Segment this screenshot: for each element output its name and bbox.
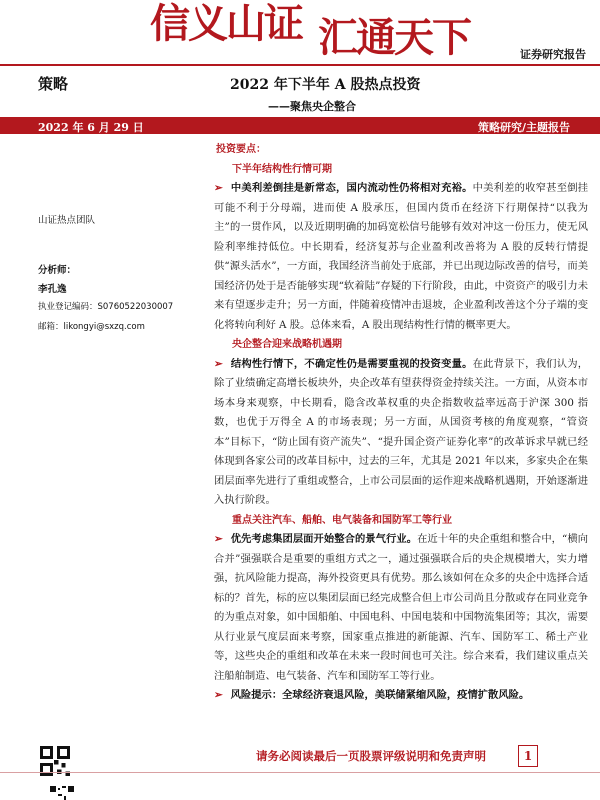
analyst-name: 李孔逸 xyxy=(38,284,67,295)
arrow-right-icon: ➢ xyxy=(214,357,223,370)
qr-code-icon xyxy=(50,786,74,800)
report-type: 证券研究报告 xyxy=(520,48,586,61)
paragraph-body: 中美利差的收窄甚至倒挂可能不利于分母端，进而使 A 股承压，但国内货币在经济下行期保持“以我为主”的一贯作风，以及近期明确的加码宽松信号能够有效对冲这一份压力，使无风险利率维持低位。中长期看，经济复苏与企业盈利改善将为 A 股的反转行情提供“源头活水”，一方面，我国经济当前处于底部，并已出现边际改善的信号，而美国经济仍处于是否能够实现“软着陆”存疑的下行阶段，由此，中资资产的吸引力未来有望逐步走升；另一方面，伴随着疫情冲击退坡，企业盈利改善这个分子端的变化将转向利好 A 股。总体来看，A 股出现结构性行情的概率更大。 xyxy=(214,182,589,331)
risk-warning xyxy=(214,686,588,706)
disclaimer-notice: 请务必阅读最后一页股票评级说明和免责声明 xyxy=(256,749,486,763)
risk-text: 风险提示：全球经济衰退风险，美联储紧缩风险，疫情扩散风险。 xyxy=(230,689,530,701)
page-number: 1 xyxy=(518,745,538,767)
report-tag: 策略研究/主题报告 xyxy=(477,121,570,134)
brand-slogan-left: 信义山证 xyxy=(150,1,302,47)
section-paragraph xyxy=(214,179,588,335)
arrow-right-icon: ➢ xyxy=(214,533,223,545)
brand-slogan-right: 汇通天下 xyxy=(318,15,470,61)
paragraph-body: 在近十年的央企重组和整合中，“横向合并”强强联合是重要的重组方式之一，通过强强联合后的央企规模增大，实力增强，抗风险能力提高，海外投资更具有优势。那么该如何在众多的央企中选择合适标的？首先，标的应以集团层面已经完成整合但上市公司尚且分散或存在同业竞争的为重点对象，如中国船舶、中国电科、中国电装和中国物流集团等；其次，需要从行业景气度层面来考察，国家重点推进的新能源、汽车、国防军工、稀土产业等，这些央企的重组和改革在未来一段时间也可关注。综合来看，我们建议重点关注船舶制造、电气装备、汽车和国防军工等行业。 xyxy=(214,533,589,682)
section-heading: 央企整合迎来战略机遇期 xyxy=(232,339,342,350)
section-paragraph xyxy=(214,530,588,686)
brand-slogan xyxy=(150,0,470,61)
footer-divider xyxy=(0,772,600,773)
page-subtitle: ——聚焦央企整合 xyxy=(268,100,356,113)
team-name: 山证热点团队 xyxy=(38,215,96,226)
report-date: 2022 年 6 月 29 日 xyxy=(38,121,144,134)
section-heading: 重点关注汽车、船舶、电气装备和国防军工等行业 xyxy=(232,514,452,526)
page-title: 2022 年下半年 A 股热点投资 xyxy=(230,77,421,93)
section-paragraph xyxy=(214,355,588,511)
key-points-title: 投资要点： xyxy=(216,144,266,155)
header-divider xyxy=(0,64,600,66)
main-content xyxy=(214,140,588,706)
paragraph-lead: 优先考虑集团层面开始整合的景气行业。 xyxy=(230,533,418,545)
paragraph-body: 在此背景下，我们认为，除了业绩确定高增长板块外，央企改革有望获得资金持续关注。一方面，从资本市场本身来观察，中长期看，隐含改革权重的央企指数收益率远高于沪深 300 指数，也优于万得全 A 的市场表现；另一方面，从国资考核的角度观察，“管资本”目标下，“防止国有资产流失”、“提升国企资产证券化率”的改革诉求早就已经体现到各家公司的改革目标中，过去的三年，尤其是 2021 年以来，多家央企在集团层面率先进行了重组或整合，上市公司层面的运作迎来战略机遇期，开始逐渐进入执行阶段。 xyxy=(214,357,589,506)
analyst-label: 分析师： xyxy=(38,265,77,276)
section-heading: 下半年结构性行情可期 xyxy=(232,163,332,175)
analyst-cert: 执业登记编码：S0760522030007 xyxy=(38,302,174,312)
report-category: 策略 xyxy=(38,75,69,93)
arrow-right-icon: ➢ xyxy=(214,182,223,194)
paragraph-lead: 结构性行情下，不确定性仍是需要重视的投资变量。 xyxy=(230,357,473,370)
paragraph-lead: 中美利差倒挂是新常态，国内流动性仍将相对充裕。 xyxy=(230,182,473,194)
arrow-right-icon: ➢ xyxy=(214,689,223,701)
date-bar xyxy=(0,117,600,134)
analyst-email[interactable]: 邮箱：likongyi@sxzq.com xyxy=(38,322,145,332)
